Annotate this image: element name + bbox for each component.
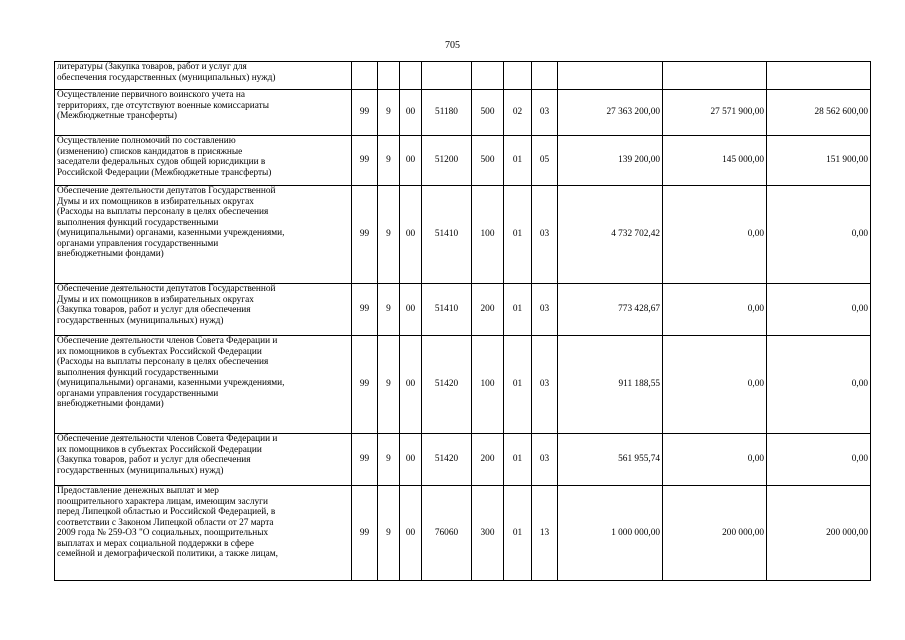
amount-year-3-cell: 28 562 600,00 [767, 90, 871, 136]
table-body [55, 62, 871, 581]
description-line: Обеспечение деятельности депутатов Государственной [57, 186, 276, 196]
amount-year-3-cell: 0,00 [767, 434, 871, 486]
expense-description [55, 186, 352, 284]
subsection-code-cell: 03 [532, 284, 558, 336]
description-line: Думы и их помощников в избирательных округах [57, 196, 254, 207]
subprogram-code-cell: 9 [378, 186, 400, 284]
expense-description [55, 336, 352, 434]
description-line: их помощников в субъектах Российской Федерации [57, 346, 262, 357]
section-code-cell: 01 [504, 284, 532, 336]
description-line: выполнения функций государственными [57, 217, 219, 228]
expense-description [55, 434, 352, 486]
subprogram-code-cell: 9 [378, 90, 400, 136]
table-row [55, 136, 871, 186]
expense-description [55, 62, 352, 90]
subsection-code-cell: 03 [532, 336, 558, 434]
amount-year-1-cell: 27 363 200,00 [558, 90, 663, 136]
program-code-cell: 99 [352, 136, 378, 186]
description-line: внебюджетными фондами) [57, 399, 164, 409]
amount-year-3-cell: 0,00 [767, 284, 871, 336]
amount-year-2-cell: 145 000,00 [663, 136, 767, 186]
expense-code-cell: 51180 [422, 90, 472, 136]
amount-year-2-cell: 0,00 [663, 434, 767, 486]
table-row [55, 90, 871, 136]
direction-code-cell: 00 [400, 434, 422, 486]
expense-type-code-cell [472, 62, 504, 90]
expense-type-code-cell: 200 [472, 434, 504, 486]
amount-year-2-cell [663, 62, 767, 90]
description-line: литературы (Закупка товаров, работ и услуг для [57, 62, 247, 72]
description-line: (Расходы на выплаты персоналу в целях обеспечения [57, 207, 269, 217]
expense-code-cell: 51420 [422, 336, 472, 434]
description-line: (муниципальными) органами, казенными учреждениями, [57, 378, 285, 388]
amount-year-2-cell: 200 000,00 [663, 486, 767, 581]
table-row [55, 186, 871, 284]
program-code-cell: 99 [352, 486, 378, 581]
description-line: заседатели федеральных судов общей юрисдикции в [57, 157, 266, 167]
expense-type-code-cell: 500 [472, 90, 504, 136]
expense-type-code-cell: 100 [472, 186, 504, 284]
description-line: выплатах и мерах социальной поддержки в сфере [57, 538, 254, 549]
expense-code-cell [422, 62, 472, 90]
subsection-code-cell: 13 [532, 486, 558, 581]
description-line: перед Липецкой областью и Российской Федерацией, в [57, 507, 276, 517]
expense-description [55, 284, 352, 336]
program-code-cell: 99 [352, 90, 378, 136]
subprogram-code-cell: 9 [378, 136, 400, 186]
amount-year-1-cell: 139 200,00 [558, 136, 663, 186]
budget-table [54, 61, 871, 581]
amount-year-3-cell: 151 900,00 [767, 136, 871, 186]
expense-code-cell: 51410 [422, 284, 472, 336]
expense-code-cell: 51420 [422, 434, 472, 486]
subsection-code-cell: 03 [532, 90, 558, 136]
expense-code-cell: 76060 [422, 486, 472, 581]
direction-code-cell: 00 [400, 336, 422, 434]
page-number: 705 [445, 40, 460, 51]
direction-code-cell: 00 [400, 136, 422, 186]
section-code-cell: 01 [504, 486, 532, 581]
amount-year-1-cell: 561 955,74 [558, 434, 663, 486]
section-code-cell: 01 [504, 434, 532, 486]
subprogram-code-cell: 9 [378, 284, 400, 336]
amount-year-1-cell: 911 188,55 [558, 336, 663, 434]
expense-code-cell: 51410 [422, 186, 472, 284]
description-line: (Закупка товаров, работ и услуг для обеспечения [57, 455, 251, 465]
subprogram-code-cell [378, 62, 400, 90]
description-line: семейной и демографической политики, а также лицам, [57, 549, 278, 559]
table-row [55, 434, 871, 486]
direction-code-cell: 00 [400, 186, 422, 284]
amount-year-2-cell: 0,00 [663, 284, 767, 336]
amount-year-3-cell: 200 000,00 [767, 486, 871, 581]
expense-description [55, 90, 352, 136]
description-line: Предоставление денежных выплат и мер [57, 486, 219, 496]
expense-description [55, 486, 352, 581]
description-line: (изменению) списков кандидатов в присяжные [57, 146, 243, 157]
amount-year-3-cell: 0,00 [767, 336, 871, 434]
description-line: Обеспечение деятельности членов Совета Федерации и [57, 434, 278, 444]
section-code-cell [504, 62, 532, 90]
description-line: органами управления государственными [57, 238, 219, 249]
direction-code-cell: 00 [400, 90, 422, 136]
description-line: их помощников в субъектах Российской Федерации [57, 444, 262, 455]
program-code-cell [352, 62, 378, 90]
description-line: Российской Федерации (Межбюджетные трансферты) [57, 167, 272, 178]
description-line: органами управления государственными [57, 388, 219, 399]
table-row [55, 62, 871, 90]
amount-year-1-cell [558, 62, 663, 90]
description-line: 2009 года № 259-ОЗ "О социальных, поощрительных [57, 528, 269, 538]
description-line: поощрительного характера лицам, имеющим заслуги [57, 496, 268, 507]
subsection-code-cell: 05 [532, 136, 558, 186]
amount-year-2-cell: 0,00 [663, 186, 767, 284]
description-line: (Закупка товаров, работ и услуг для обеспечения [57, 305, 251, 315]
description-line: территориях, где отсутствуют военные комиссариаты [57, 100, 269, 111]
amount-year-3-cell: 0,00 [767, 186, 871, 284]
subprogram-code-cell: 9 [378, 486, 400, 581]
table-row [55, 284, 871, 336]
description-line: Осуществление первичного воинского учета на [57, 90, 245, 100]
amount-year-1-cell: 4 732 702,42 [558, 186, 663, 284]
table-row [55, 336, 871, 434]
table-row [55, 486, 871, 581]
direction-code-cell [400, 62, 422, 90]
amount-year-1-cell: 773 428,67 [558, 284, 663, 336]
amount-year-2-cell: 0,00 [663, 336, 767, 434]
description-line: Обеспечение деятельности членов Совета Федерации и [57, 336, 278, 346]
subsection-code-cell: 03 [532, 186, 558, 284]
section-code-cell: 02 [504, 90, 532, 136]
description-line: Обеспечение деятельности депутатов Государственной [57, 284, 276, 294]
description-line: (муниципальными) органами, казенными учреждениями, [57, 228, 285, 238]
program-code-cell: 99 [352, 284, 378, 336]
expense-description [55, 136, 352, 186]
expense-type-code-cell: 200 [472, 284, 504, 336]
section-code-cell: 01 [504, 186, 532, 284]
subsection-code-cell: 03 [532, 434, 558, 486]
section-code-cell: 01 [504, 136, 532, 186]
description-line: государственных (муниципальных) нужд) [57, 315, 224, 326]
description-line: обеспечения государственных (муниципальных) нужд) [57, 72, 276, 83]
expense-type-code-cell: 500 [472, 136, 504, 186]
amount-year-3-cell [767, 62, 871, 90]
description-line: Думы и их помощников в избирательных округах [57, 294, 254, 305]
subsection-code-cell [532, 62, 558, 90]
expense-type-code-cell: 100 [472, 336, 504, 434]
subprogram-code-cell: 9 [378, 336, 400, 434]
description-line: (Межбюджетные трансферты) [57, 111, 178, 121]
description-line: выполнения функций государственными [57, 367, 219, 378]
direction-code-cell: 00 [400, 284, 422, 336]
amount-year-1-cell: 1 000 000,00 [558, 486, 663, 581]
program-code-cell: 99 [352, 434, 378, 486]
subprogram-code-cell: 9 [378, 434, 400, 486]
description-line: Осуществление полномочий по составлению [57, 136, 236, 146]
direction-code-cell: 00 [400, 486, 422, 581]
description-line: (Расходы на выплаты персоналу в целях обеспечения [57, 357, 269, 367]
description-line: внебюджетными фондами) [57, 249, 164, 259]
expense-type-code-cell: 300 [472, 486, 504, 581]
description-line: государственных (муниципальных) нужд) [57, 465, 224, 476]
expense-code-cell: 51200 [422, 136, 472, 186]
program-code-cell: 99 [352, 186, 378, 284]
program-code-cell: 99 [352, 336, 378, 434]
description-line: соответствии с Законом Липецкой области от 27 марта [57, 517, 274, 528]
section-code-cell: 01 [504, 336, 532, 434]
amount-year-2-cell: 27 571 900,00 [663, 90, 767, 136]
